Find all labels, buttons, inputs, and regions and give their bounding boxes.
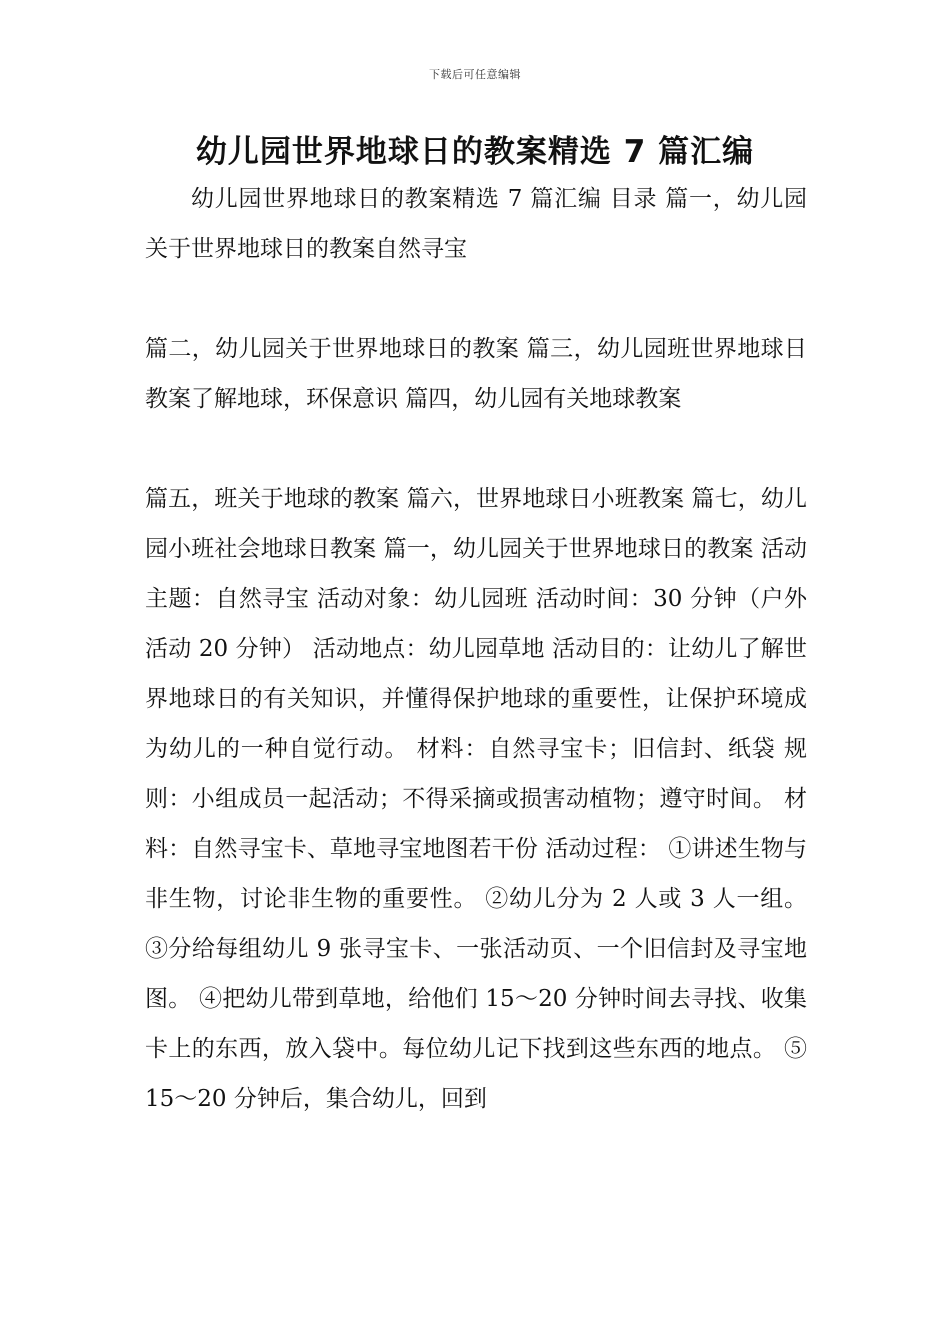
header-note: 下载后可任意编辑 xyxy=(429,68,521,81)
document-body xyxy=(145,174,807,1124)
document-title: 幼儿园世界地球日的教案精选 7 篇汇编 xyxy=(195,134,755,170)
paragraph-toc-intro: 幼儿园世界地球日的教案精选 7 篇汇编 目录 篇一，幼儿园关于世界地球日的教案自然寻宝 xyxy=(145,186,807,262)
paragraph-toc-continued: 篇二，幼儿园关于世界地球日的教案 篇三，幼儿园班世界地球日教案了解地球，环保意识 篇四，幼儿园有关地球教案 xyxy=(145,336,807,412)
paragraph-lesson-plan: 篇五，班关于地球的教案 篇六，世界地球日小班教案 篇七，幼儿园小班社会地球日教案 篇一，幼儿园关于世界地球日的教案 活动主题：自然寻宝 活动对象：幼儿园班 活动时间：30 分钟（户外活动 20 分钟） 活动地点：幼儿园草地 活动目的：让幼儿了解世界地球日的有关知识，并懂得保护地球的重要性，让保护环境成为幼儿的一种自觉行动。 材料：自然寻宝卡；旧信封、纸袋 规则：小组成员一起活动；不得采摘或损害动植物；遵守时间。 材料：自然寻宝卡、草地寻宝地图若干份 活动过程： ①讲述生物与非生物，讨论非生物的重要性。 ②幼儿分为 2 人或 3 人一组。 ③分给每组幼儿 9 张寻宝卡、一张活动页、一个旧信封及寻宝地图。 ④把幼儿带到草地，给他们 15～20 分钟时间去寻找、收集卡上的东西，放入袋中。每位幼儿记下找到这些东西的地点。 ⑤ 15～20 分钟后，集合幼儿，回到 xyxy=(145,486,807,1112)
